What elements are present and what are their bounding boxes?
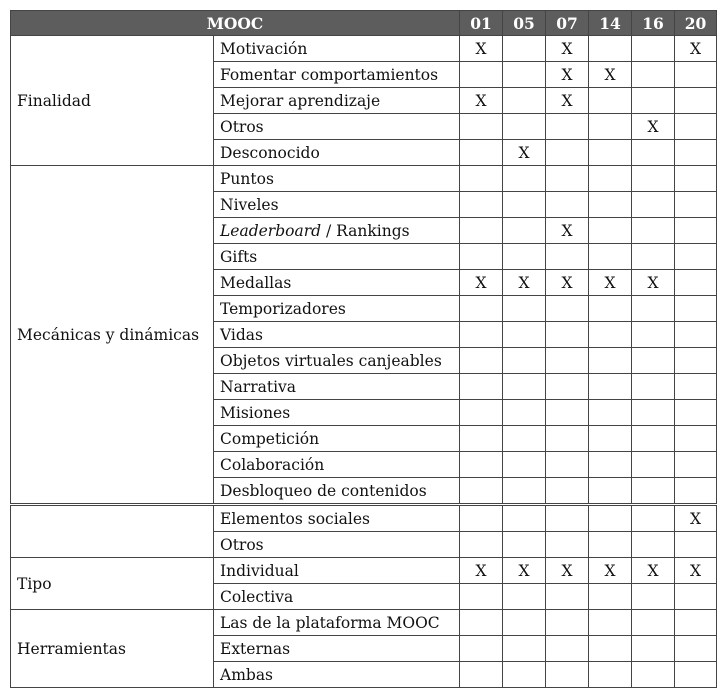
mark-cell: [503, 218, 546, 244]
mark-cell: X: [460, 88, 503, 114]
mark-cell: [503, 296, 546, 322]
mark-cell: [546, 192, 589, 218]
mark-cell: [675, 192, 717, 218]
row-label: Colaboración: [214, 452, 460, 478]
row-label: Colectiva: [214, 584, 460, 610]
mark-cell: [589, 166, 632, 192]
category-cell: Finalidad: [11, 36, 214, 166]
mark-cell: [632, 36, 675, 62]
mark-cell: [675, 348, 717, 374]
row-label: Puntos: [214, 166, 460, 192]
mark-cell: [460, 505, 503, 532]
mark-cell: [503, 62, 546, 88]
table-row: [11, 166, 717, 192]
mark-cell: [675, 166, 717, 192]
mark-cell: [589, 636, 632, 662]
mark-cell: [675, 610, 717, 636]
row-label: Externas: [214, 636, 460, 662]
row-label: Mejorar aprendizaje: [214, 88, 460, 114]
mark-cell: [460, 400, 503, 426]
table-row: [11, 558, 717, 584]
mooc-gamification-table: [10, 10, 717, 688]
mark-cell: [503, 662, 546, 688]
mark-cell: [460, 452, 503, 478]
mark-cell: [632, 348, 675, 374]
mark-cell: [632, 62, 675, 88]
mark-cell: [460, 478, 503, 505]
mark-cell: X: [546, 62, 589, 88]
mark-cell: [546, 244, 589, 270]
mark-cell: [675, 662, 717, 688]
mark-cell: [632, 505, 675, 532]
mark-cell: [546, 322, 589, 348]
mark-cell: [503, 192, 546, 218]
mark-cell: X: [589, 558, 632, 584]
mark-cell: [589, 296, 632, 322]
mark-cell: [632, 662, 675, 688]
mark-cell: X: [589, 62, 632, 88]
mark-cell: [589, 374, 632, 400]
mark-cell: [460, 584, 503, 610]
mark-cell: [675, 140, 717, 166]
mark-cell: [675, 426, 717, 452]
mark-cell: [503, 244, 546, 270]
row-label: Motivación: [214, 36, 460, 62]
mark-cell: [503, 400, 546, 426]
row-label: Temporizadores: [214, 296, 460, 322]
row-label: Otros: [214, 532, 460, 558]
mark-cell: X: [546, 36, 589, 62]
mark-cell: [460, 218, 503, 244]
mark-cell: [460, 426, 503, 452]
row-label: Competición: [214, 426, 460, 452]
mark-cell: X: [632, 270, 675, 296]
row-label-italic: Leaderboard: [220, 221, 322, 240]
mark-cell: [503, 426, 546, 452]
mark-cell: [546, 584, 589, 610]
row-label: Vidas: [214, 322, 460, 348]
mark-cell: [546, 426, 589, 452]
row-label: Desbloqueo de contenidos: [214, 478, 460, 505]
mark-cell: X: [503, 270, 546, 296]
mark-cell: [546, 400, 589, 426]
row-label: Niveles: [214, 192, 460, 218]
row-label: Individual: [214, 558, 460, 584]
mark-cell: [460, 296, 503, 322]
mark-cell: [546, 662, 589, 688]
category-cell: Mecánicas y dinámicas: [11, 166, 214, 505]
mark-cell: [589, 218, 632, 244]
mark-cell: [589, 662, 632, 688]
mark-cell: [460, 348, 503, 374]
mark-cell: [589, 88, 632, 114]
mark-cell: [460, 140, 503, 166]
mark-cell: [460, 192, 503, 218]
mark-cell: [675, 296, 717, 322]
mark-cell: [503, 532, 546, 558]
mark-cell: [632, 192, 675, 218]
mark-cell: [632, 532, 675, 558]
mark-cell: [589, 532, 632, 558]
category-cell: [11, 505, 214, 558]
mark-cell: [460, 374, 503, 400]
mark-cell: [503, 166, 546, 192]
mark-cell: X: [675, 558, 717, 584]
mark-cell: [460, 610, 503, 636]
mark-cell: [675, 322, 717, 348]
mark-cell: [460, 114, 503, 140]
row-label: Gifts: [214, 244, 460, 270]
mark-cell: [546, 610, 589, 636]
table-row: [11, 505, 717, 532]
mark-cell: [503, 374, 546, 400]
course-header: 16: [632, 11, 675, 36]
mark-cell: [503, 478, 546, 505]
mark-cell: [589, 505, 632, 532]
course-header: 05: [503, 11, 546, 36]
mark-cell: [632, 296, 675, 322]
mark-cell: [675, 62, 717, 88]
mark-cell: [503, 636, 546, 662]
row-label: [214, 218, 460, 244]
mark-cell: [589, 452, 632, 478]
mark-cell: [675, 374, 717, 400]
mark-cell: [460, 62, 503, 88]
row-label: Misiones: [214, 400, 460, 426]
mark-cell: X: [632, 114, 675, 140]
mark-cell: [675, 114, 717, 140]
course-header: 20: [675, 11, 717, 36]
mark-cell: [503, 584, 546, 610]
mark-cell: [546, 452, 589, 478]
category-cell: Tipo: [11, 558, 214, 610]
mark-cell: X: [460, 270, 503, 296]
mark-cell: [675, 244, 717, 270]
row-label: Medallas: [214, 270, 460, 296]
mark-cell: [632, 166, 675, 192]
mark-cell: X: [460, 558, 503, 584]
mark-cell: [675, 452, 717, 478]
mark-cell: X: [546, 88, 589, 114]
mark-cell: [589, 322, 632, 348]
course-header: 07: [546, 11, 589, 36]
mark-cell: [589, 244, 632, 270]
mark-cell: [460, 662, 503, 688]
mark-cell: [503, 36, 546, 62]
mark-cell: [460, 322, 503, 348]
row-label: Otros: [214, 114, 460, 140]
mark-cell: X: [503, 558, 546, 584]
mark-cell: [460, 166, 503, 192]
mark-cell: [589, 400, 632, 426]
mark-cell: [632, 426, 675, 452]
mark-cell: [675, 400, 717, 426]
mark-cell: X: [632, 558, 675, 584]
mark-cell: [632, 636, 675, 662]
mark-cell: [632, 610, 675, 636]
mark-cell: [675, 270, 717, 296]
mark-cell: [632, 374, 675, 400]
mark-cell: X: [546, 218, 589, 244]
mark-cell: X: [546, 270, 589, 296]
mark-cell: [546, 348, 589, 374]
mark-cell: [503, 452, 546, 478]
mark-cell: X: [546, 558, 589, 584]
mark-cell: [589, 426, 632, 452]
mark-cell: [589, 584, 632, 610]
mark-cell: [589, 478, 632, 505]
row-label: Ambas: [214, 662, 460, 688]
course-header: 01: [460, 11, 503, 36]
header-row: [11, 11, 717, 36]
table-body: [11, 36, 717, 688]
mark-cell: X: [503, 140, 546, 166]
mark-cell: [546, 478, 589, 505]
mark-cell: X: [589, 270, 632, 296]
mark-cell: [632, 584, 675, 610]
row-label: Las de la plataforma MOOC: [214, 610, 460, 636]
row-label: Objetos virtuales canjeables: [214, 348, 460, 374]
row-label: Elementos sociales: [214, 505, 460, 532]
mark-cell: [589, 114, 632, 140]
mark-cell: [632, 400, 675, 426]
row-label: Desconocido: [214, 140, 460, 166]
mark-cell: [589, 192, 632, 218]
mark-cell: [546, 140, 589, 166]
mark-cell: [503, 505, 546, 532]
mark-cell: [675, 636, 717, 662]
mark-cell: [632, 322, 675, 348]
mark-cell: X: [460, 36, 503, 62]
table-row: [11, 36, 717, 62]
mark-cell: [460, 244, 503, 270]
mark-cell: [675, 532, 717, 558]
mark-cell: [589, 610, 632, 636]
category-cell: Herramientas: [11, 610, 214, 688]
mark-cell: [632, 244, 675, 270]
mark-cell: [632, 452, 675, 478]
mark-cell: [546, 166, 589, 192]
mark-cell: [632, 478, 675, 505]
row-label: Narrativa: [214, 374, 460, 400]
row-label: Fomentar comportamientos: [214, 62, 460, 88]
mark-cell: [675, 478, 717, 505]
mark-cell: [675, 218, 717, 244]
mark-cell: [675, 584, 717, 610]
table-row: [11, 610, 717, 636]
course-header: 14: [589, 11, 632, 36]
mark-cell: [546, 114, 589, 140]
mark-cell: [632, 88, 675, 114]
mark-cell: [460, 532, 503, 558]
mark-cell: [632, 140, 675, 166]
mark-cell: [589, 140, 632, 166]
mark-cell: [546, 636, 589, 662]
mark-cell: [503, 322, 546, 348]
mark-cell: [546, 505, 589, 532]
mark-cell: [675, 88, 717, 114]
mark-cell: [460, 636, 503, 662]
mark-cell: [503, 348, 546, 374]
mark-cell: [546, 374, 589, 400]
mark-cell: [589, 348, 632, 374]
row-label-suffix: / Rankings: [321, 221, 410, 240]
mark-cell: [546, 296, 589, 322]
mark-cell: [503, 114, 546, 140]
mark-cell: X: [675, 36, 717, 62]
mark-cell: [589, 36, 632, 62]
mark-cell: [632, 218, 675, 244]
mark-cell: [503, 88, 546, 114]
table-title: MOOC: [11, 11, 460, 36]
mark-cell: X: [675, 505, 717, 532]
mark-cell: [503, 610, 546, 636]
mark-cell: [546, 532, 589, 558]
